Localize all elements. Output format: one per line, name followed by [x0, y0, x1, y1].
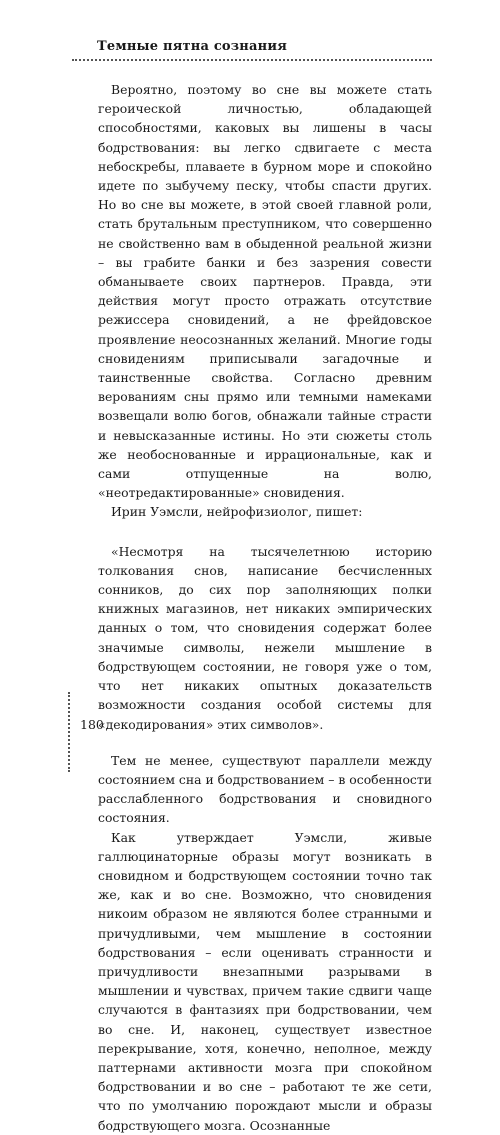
paragraph: Как утверждает Уэмсли, живые галлюцинаторные образы могут возникать в сновидном и бодрствующем состоянии точно так же, как и во сне. Возможно, что сновидения никоим образом не являются более странными и причудливыми, чем мышление в состоянии бодрствования – если оценивать странности и причудливости внезапными разрывами в мышлении и чувствах, причем такие сдвиги чаще случаются в фантазиях при бодрствовании, чем во сне. И, наконец, существует известное перекрывание, хотя, конечно, неполное, между паттернами активности мозга при спокойном бодрствовании и во сне – работают те же сети, что по умолчанию порождают мысли и образы бодрствующего мозга. Осознанные [98, 829, 432, 1133]
header-dotted-rule [72, 59, 432, 61]
paragraph: Тем не менее, существуют параллели между состоянием сна и бодрствованием – в особенности расслабленного бодрствования и сновидного состояния. [98, 752, 432, 826]
footer-dotted-rule [68, 692, 70, 772]
page-body [98, 80, 432, 1135]
quote-paragraph: «Несмотря на тысячелетнюю историю толкования снов, написание бесчисленных сонников, до сих пор заполняющих полки книжных магазинов, нет никаких эмпирических данных о том, что сновидения содержат более значимые символы, нежели мышление в бодрствующем состоянии, не говоря уже о том, что нет никаких опытных доказательств возможности создания особой системы для «декодирования» этих символов». [98, 543, 432, 732]
running-header: Темные пятна сознания [97, 39, 288, 54]
page-number: 180 [80, 717, 104, 732]
paragraph: Вероятно, поэтому во сне вы можете стать героической личностью, обладающей способностями, каковых вы лишены в часы бодрствования: вы легко сдвигаете с места небоскребы, плаваете в бурном море и спокойно идете по зыбучему песку, чтобы спасти других. Но во сне вы можете, в этой своей главной роли, стать брутальным преступником, что совершенно не свойственно вам в обыденной реальной жизни – вы грабите банки и без зазрения совести обманываете своих партнеров. Правда, эти действия могут просто отражать отсутствие режиссера сновидений, а не фрейдовское проявление неосознанных желаний. Многие годы сновидениям приписывали загадочные и таинственные свойства. Согласно древним верованиям сны прямо или темными намеками возвещали волю богов, обнажали тайные страсти и невысказанные истины. Но эти сюжеты столь же необоснованные и иррациональные, как и сами отпущенные на волю, «неотредактированные» сновидения. [98, 82, 432, 501]
paragraph: Ирин Уэмсли, нейрофизиолог, пишет: [111, 504, 363, 520]
